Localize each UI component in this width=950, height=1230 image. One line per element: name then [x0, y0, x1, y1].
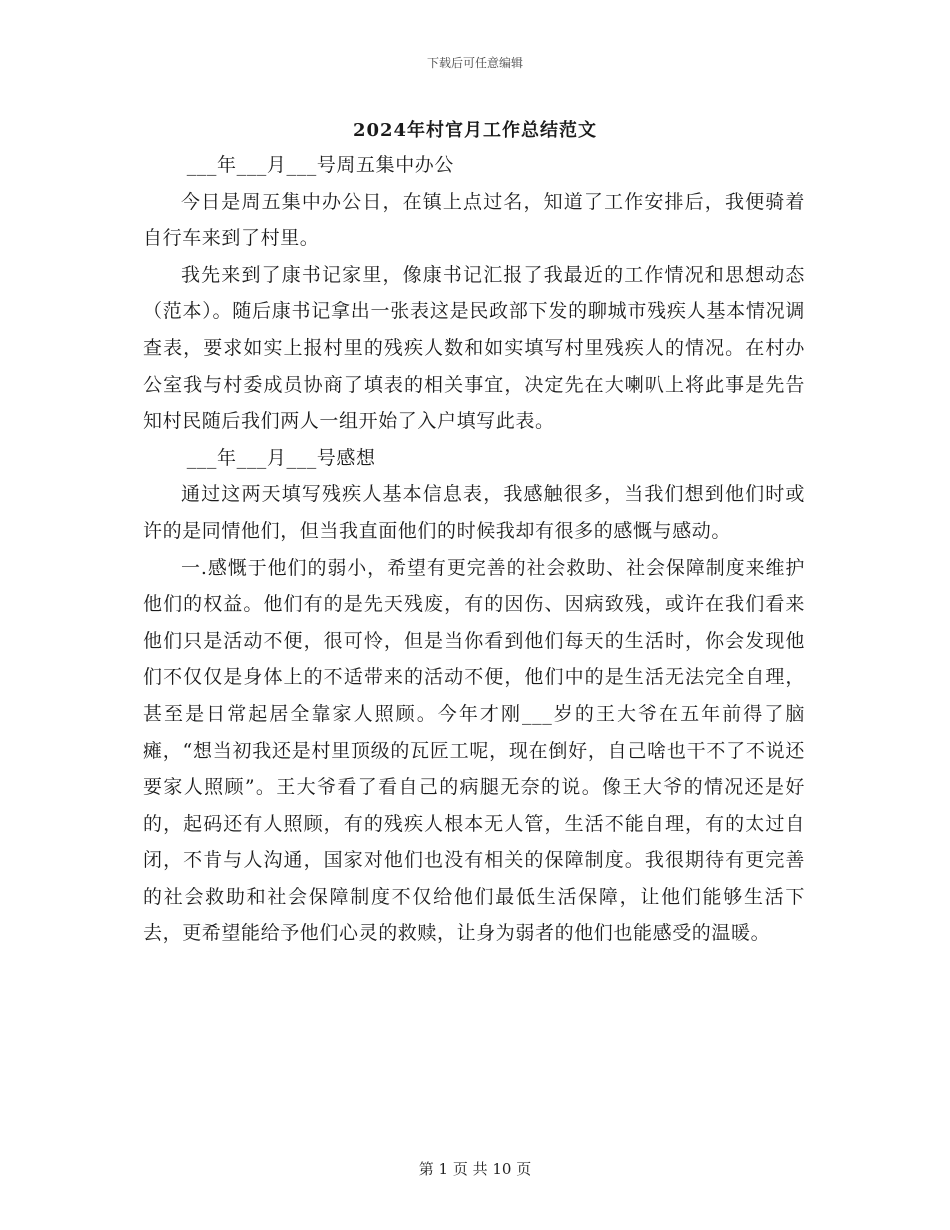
- date-line-reflection: ___年___月___号感想: [186, 446, 376, 469]
- document-title: 2024年村官月工作总结范文: [352, 120, 598, 141]
- paragraph-intro: 今日是周五集中办公日，在镇上点过名，知道了工作安排后，我便骑着自行车来到了村里。: [143, 190, 805, 250]
- header-download-note: 下载后可任意编辑: [426, 56, 523, 70]
- document-body: [143, 147, 805, 952]
- page-number: 第 1 页 共 10 页: [418, 1160, 532, 1178]
- paragraph-reflection-intro: 通过这两天填写残疾人基本信息表，我感触很多，当我们想到他们时或许的是同情他们，但当我直面他们的时候我却有很多的感慨与感动。: [143, 483, 805, 542]
- date-line-office-day: ___年___月___号周五集中办公: [186, 154, 454, 176]
- paragraph-secretary-report: 我先来到了康书记家里，像康书记汇报了我最近的工作情况和思想动态（范本）。随后康书记拿出一张表这是民政部下发的聊城市残疾人基本情况调查表，要求如实上报村里的残疾人数和如实填写村里残疾人的情况。在村办公室我与村委成员协商了填表的相关事宜，决定先在大喇叭上将此事是先告知村民随后我们两人一组开始了入户填写此表。: [143, 263, 805, 433]
- paragraph-point-one: 一.感慨于他们的弱小，希望有更完善的社会救助、社会保障制度来维护他们的权益。他们有的是先天残废，有的因伤、因病致残，或许在我们看来他们只是活动不便，很可怜，但是当你看到他们每天的生活时，你会发现他们不仅仅是身体上的不适带来的活动不便，他们中的是生活无法完全自理，甚至是日常起居全靠家人照顾。今年才刚___岁的王大爷在五年前得了脑瘫，“想当初我还是村里顶级的瓦匠工呢，现在倒好，自己啥也干不了不说还要家人照顾”。王大爷看了看自己的病腿无奈的说。像王大爷的情况还是好的，起码还有人照顾，有的残疾人根本无人管，生活不能自理，有的太过自闭，不肯与人沟通，国家对他们也没有相关的保障制度。我很期待有更完善的社会救助和社会保障制度不仅给他们最低生活保障，让他们能够生活下去，更希望能给予他们心灵的救赎，让身为弱者的他们也能感受的温暖。: [143, 556, 805, 945]
